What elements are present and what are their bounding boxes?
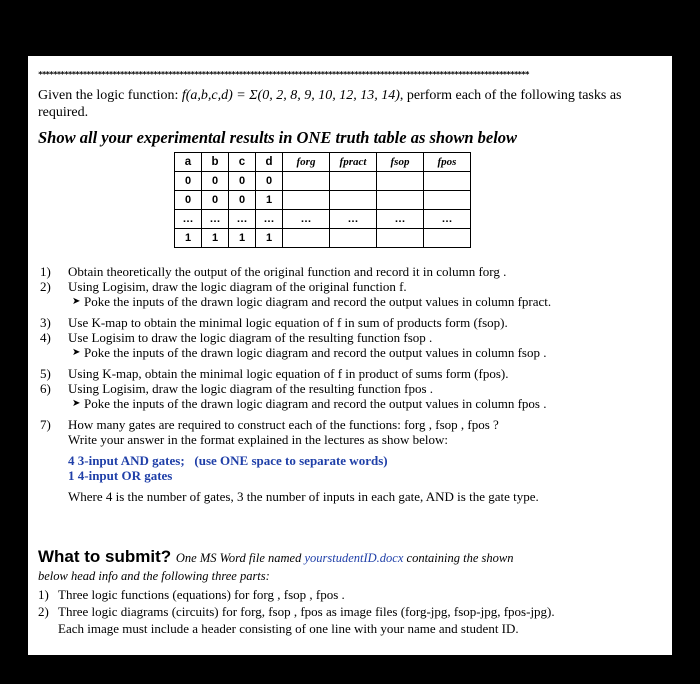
table-row: [175, 191, 471, 210]
table-cell: …: [202, 210, 229, 229]
table-cell: [424, 191, 471, 210]
truth-table-header: [175, 153, 471, 172]
task-item: 5) Using K-map, obtain the minimal logic equation of f in product of sums form (fpos).: [40, 366, 509, 381]
submit-heading: What to submit? One MS Word file named yourstudentID.docx containing the shown: [38, 547, 514, 566]
table-cell: [283, 229, 330, 248]
table-cell: 1: [229, 229, 256, 248]
table-row: [175, 172, 471, 191]
col-header: b: [202, 153, 229, 172]
task-item: 4) Use Logisim to draw the logic diagram of the resulting function fsop .: [40, 330, 433, 345]
table-cell: [377, 229, 424, 248]
submit-description: below head info and the following three parts:: [38, 569, 270, 583]
document-page: [28, 56, 672, 656]
task-item: 3) Use K-map to obtain the minimal logic equation of f in sum of products form (fsop).: [40, 315, 508, 330]
page-bottom-rule: [28, 655, 672, 656]
submit-parts: [38, 586, 663, 637]
table-cell: …: [229, 210, 256, 229]
arrow-icon: ➤: [72, 347, 81, 358]
intro-text: Given the logic function: f(a,b,c,d) = Σ(0, 2, 8, 9, 10, 12, 13, 14), perform each of the following tasks as required.: [38, 88, 622, 120]
table-row: [175, 229, 471, 248]
task-subitem: ➤ Poke the inputs of the drawn logic diagram and record the output values in column fpract.: [72, 294, 552, 309]
table-cell: [424, 229, 471, 248]
table-cell: 0: [256, 172, 283, 191]
table-cell: 0: [175, 172, 202, 191]
submit-part: Each image must include a header consisting of one line with your name and student ID.: [58, 621, 519, 636]
truth-table: [174, 152, 471, 248]
table-cell: 0: [202, 191, 229, 210]
col-header: d: [256, 153, 283, 172]
col-header: fpos: [424, 153, 471, 172]
col-header: c: [229, 153, 256, 172]
separator-stars: ************************************************************************************************************************************: [38, 70, 529, 79]
task-subitem: ➤ Poke the inputs of the drawn logic diagram and record the output values in column fsop .: [72, 345, 547, 360]
page-heading: Show all your experimental results in ONE truth table as shown below: [38, 128, 518, 147]
table-cell: …: [175, 210, 202, 229]
task-item: 6) Using Logisim, draw the logic diagram of the resulting function fpos .: [40, 381, 434, 396]
submit-part: 2) Three logic diagrams (circuits) for forg, fsop , fpos as image files (forg-jpg, fsop-jpg, fpos-jpg).: [38, 604, 555, 619]
table-cell: 1: [256, 191, 283, 210]
example-line: 1 4-input OR gates: [68, 468, 173, 483]
submit-part: 1) Three logic functions (equations) for forg , fsop , fpos .: [38, 587, 345, 602]
col-header: fsop: [377, 153, 424, 172]
table-cell: …: [424, 210, 471, 229]
arrow-icon: ➤: [72, 296, 81, 307]
example-explanation: Where 4 is the number of gates, 3 the number of inputs in each gate, AND is the gate type.: [68, 489, 539, 504]
table-cell: 1: [175, 229, 202, 248]
table-cell: [283, 172, 330, 191]
table-cell: 0: [175, 191, 202, 210]
table-cell: …: [377, 210, 424, 229]
col-header: fpract: [330, 153, 377, 172]
table-cell: 1: [256, 229, 283, 248]
task-text: Write your answer in the format explained in the lectures as show below:: [68, 432, 448, 447]
table-cell: [377, 191, 424, 210]
task-item: 7) How many gates are required to construct each of the functions: forg , fsop , fpos ?: [40, 417, 499, 432]
table-cell: 0: [229, 172, 256, 191]
example-line: 4 3-input AND gates; (use ONE space to separate words): [68, 453, 388, 468]
table-cell: [330, 229, 377, 248]
table-cell: 1: [202, 229, 229, 248]
arrow-icon: ➤: [72, 398, 81, 409]
table-cell: …: [330, 210, 377, 229]
table-row: [175, 210, 471, 229]
table-cell: [424, 172, 471, 191]
table-cell: [283, 191, 330, 210]
table-cell: [377, 172, 424, 191]
table-cell: 0: [202, 172, 229, 191]
table-cell: …: [283, 210, 330, 229]
table-cell: [330, 172, 377, 191]
task-item: 1) Obtain theoretically the output of the original function and record it in column forg .: [40, 264, 507, 279]
task-item: 2) Using Logisim, draw the logic diagram of the original function f.: [40, 279, 407, 294]
table-cell: 0: [229, 191, 256, 210]
table-cell: …: [256, 210, 283, 229]
col-header: forg: [283, 153, 330, 172]
task-subitem: ➤ Poke the inputs of the drawn logic diagram and record the output values in column fpos .: [72, 396, 547, 411]
table-cell: [330, 191, 377, 210]
task-list: [40, 264, 660, 504]
col-header: a: [175, 153, 202, 172]
